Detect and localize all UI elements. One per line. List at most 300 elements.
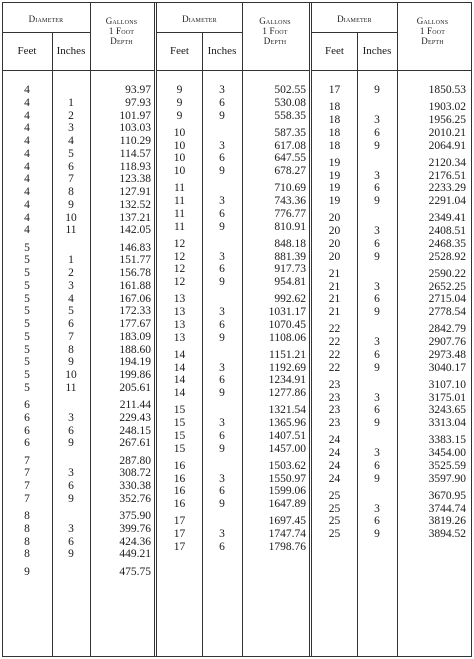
feet-cell: 24 bbox=[328, 472, 341, 485]
feet-cell: 6 bbox=[24, 437, 30, 450]
inches-cell: 6 bbox=[219, 318, 225, 331]
feet-cell: 8 bbox=[24, 510, 30, 522]
feet-cell: 15 bbox=[173, 404, 186, 417]
gallons-cell: 1747.74 bbox=[268, 528, 306, 540]
feet-cell: 4 bbox=[24, 135, 30, 147]
gallons-cell: 617.08 bbox=[274, 139, 306, 152]
inches-cell: 4 bbox=[68, 292, 74, 305]
gallons-cell: 776.77 bbox=[274, 207, 306, 220]
gallons-cell: 352.76 bbox=[119, 492, 151, 505]
inches-cell: 10 bbox=[65, 211, 77, 224]
inches-cell: 3 bbox=[219, 250, 225, 263]
feet-cell: 5 bbox=[24, 267, 30, 279]
gallons-cell: 3383.15 bbox=[428, 434, 466, 447]
table-block-2 bbox=[157, 2, 312, 657]
gallons-cell: 1151.21 bbox=[269, 348, 306, 361]
gallons-cell: 2349.41 bbox=[428, 212, 466, 225]
rule-line bbox=[157, 32, 242, 33]
inches-cell: 9 bbox=[219, 331, 225, 344]
inches-cell: 3 bbox=[374, 169, 380, 182]
inches-cell: 9 bbox=[219, 220, 225, 233]
gallons-cell: 1234.91 bbox=[268, 374, 306, 387]
feet-cell: 10 bbox=[173, 126, 186, 139]
feet-cell: 13 bbox=[173, 306, 186, 318]
feet-cell: 15 bbox=[173, 417, 186, 429]
inches-cell: 9 bbox=[68, 492, 74, 505]
inches-cell: 6 bbox=[374, 515, 380, 528]
inches-cell: 9 bbox=[219, 387, 225, 399]
feet-header: Feet bbox=[325, 45, 344, 57]
gallons-cell: 167.06 bbox=[119, 292, 151, 305]
feet-cell: 6 bbox=[24, 411, 30, 424]
inches-cell: 9 bbox=[68, 548, 74, 561]
feet-cell: 20 bbox=[328, 225, 341, 237]
feet-cell: 8 bbox=[24, 535, 30, 548]
inches-cell: 3 bbox=[374, 336, 380, 348]
gallons-cell: 2842.79 bbox=[428, 323, 466, 336]
gallons-cell: 114.57 bbox=[119, 147, 151, 160]
gallons-cell: 287.80 bbox=[119, 454, 151, 467]
inches-cell: 6 bbox=[374, 182, 380, 195]
gallons-cell: 2233.29 bbox=[428, 182, 466, 195]
gallons-cell: 475.75 bbox=[119, 565, 151, 578]
gallons-cell: 810.91 bbox=[274, 220, 306, 233]
gallons-cell: 1647.89 bbox=[268, 498, 306, 510]
table-block-3 bbox=[312, 2, 472, 657]
feet-cell: 9 bbox=[24, 565, 30, 578]
gallons-cell: 1277.86 bbox=[268, 387, 306, 399]
inches-cell: 1 bbox=[68, 96, 74, 109]
feet-cell: 8 bbox=[24, 522, 30, 535]
feet-cell: 13 bbox=[173, 331, 186, 344]
feet-cell: 4 bbox=[24, 186, 30, 198]
feet-cell: 5 bbox=[24, 343, 30, 356]
gallons-cell: 2120.34 bbox=[428, 156, 466, 169]
gallons-cell: 97.93 bbox=[125, 96, 151, 109]
feet-cell: 5 bbox=[24, 356, 30, 369]
gallons-cell: 3454.00 bbox=[428, 447, 466, 459]
feet-cell: 7 bbox=[24, 467, 30, 480]
gallons-cell: 1407.51 bbox=[268, 429, 306, 442]
feet-cell: 5 bbox=[24, 369, 30, 381]
inches-cell: 3 bbox=[219, 195, 225, 207]
diameter-header: Diameter bbox=[337, 14, 372, 24]
gallons-cell: 3744.74 bbox=[428, 502, 466, 515]
rule-line bbox=[312, 32, 397, 33]
feet-cell: 5 bbox=[24, 254, 30, 267]
gallons-header-line3: Depth bbox=[263, 36, 287, 46]
feet-cell: 23 bbox=[328, 404, 341, 417]
gallons-cell: 2064.91 bbox=[428, 139, 466, 152]
feet-cell: 22 bbox=[328, 361, 341, 374]
inches-cell: 6 bbox=[219, 96, 225, 109]
gallons-cell: 2408.51 bbox=[428, 225, 466, 237]
rule-line bbox=[2, 70, 154, 71]
feet-cell: 22 bbox=[328, 348, 341, 361]
feet-cell: 4 bbox=[24, 211, 30, 224]
gallons-cell: 2291.04 bbox=[428, 195, 466, 207]
feet-cell: 10 bbox=[173, 165, 186, 177]
feet-cell: 9 bbox=[176, 109, 183, 122]
feet-cell: 15 bbox=[173, 442, 186, 455]
feet-cell: 16 bbox=[173, 498, 186, 510]
feet-cell: 20 bbox=[328, 250, 341, 263]
inches-cell: 9 bbox=[374, 417, 380, 429]
inches-cell: 3 bbox=[374, 114, 380, 126]
feet-cell: 7 bbox=[24, 492, 30, 505]
gallons-cell: 917.73 bbox=[274, 263, 306, 276]
feet-cell: 4 bbox=[24, 160, 30, 173]
inches-cell: 7 bbox=[68, 330, 74, 343]
gallons-cell: 110.29 bbox=[119, 135, 151, 147]
feet-cell: 24 bbox=[328, 447, 341, 459]
gallons-cell: 2778.54 bbox=[428, 306, 466, 318]
gallons-cell: 3040.17 bbox=[428, 361, 466, 374]
gallons-cell: 1697.45 bbox=[268, 515, 306, 528]
inches-cell: 3 bbox=[374, 447, 380, 459]
feet-cell: 12 bbox=[173, 276, 186, 288]
rule-line bbox=[309, 2, 310, 657]
inches-cell: 3 bbox=[219, 528, 225, 540]
feet-cell: 17 bbox=[173, 515, 186, 528]
feet-cell: 14 bbox=[173, 387, 186, 399]
gallons-cell: 156.78 bbox=[119, 267, 151, 279]
feet-cell: 11 bbox=[173, 195, 186, 207]
feet-cell: 16 bbox=[173, 472, 186, 485]
inches-cell: 6 bbox=[374, 126, 380, 139]
gallons-cell: 1321.54 bbox=[268, 404, 306, 417]
feet-cell: 21 bbox=[328, 267, 341, 280]
inches-cell: 11 bbox=[65, 224, 77, 237]
gallons-cell: 1457.00 bbox=[268, 442, 306, 455]
inches-cell: 6 bbox=[219, 263, 225, 276]
inches-cell: 10 bbox=[65, 369, 77, 381]
gallons-cell: 848.18 bbox=[274, 237, 306, 250]
gallons-cell: 399.76 bbox=[119, 522, 151, 535]
feet-cell: 25 bbox=[328, 528, 341, 540]
inches-cell: 6 bbox=[219, 540, 225, 553]
inches-cell: 11 bbox=[65, 381, 77, 394]
feet-cell: 7 bbox=[24, 454, 30, 467]
inches-cell: 9 bbox=[68, 198, 74, 211]
gallons-cell: 132.52 bbox=[119, 198, 151, 211]
feet-cell: 4 bbox=[24, 109, 30, 122]
gallons-cell: 954.81 bbox=[274, 276, 306, 288]
gallons-cell: 172.33 bbox=[119, 305, 151, 318]
gallons-cell: 161.88 bbox=[119, 279, 151, 292]
inches-cell: 6 bbox=[374, 404, 380, 417]
inches-cell: 9 bbox=[374, 306, 380, 318]
feet-cell: 14 bbox=[173, 348, 186, 361]
gallons-header-line3: Depth bbox=[110, 36, 133, 46]
inches-cell: 3 bbox=[68, 122, 74, 135]
gallons-cell: 1031.17 bbox=[268, 306, 306, 318]
inches-cell: 1 bbox=[68, 254, 74, 267]
inches-cell: 3 bbox=[374, 225, 380, 237]
feet-cell: 19 bbox=[328, 169, 341, 182]
gallons-cell: 2176.51 bbox=[428, 169, 466, 182]
feet-cell: 18 bbox=[328, 114, 341, 126]
inches-cell: 3 bbox=[374, 391, 380, 404]
gallons-cell: 205.61 bbox=[119, 381, 151, 394]
inches-cell: 9 bbox=[219, 109, 225, 122]
inches-cell: 5 bbox=[68, 305, 74, 318]
gallons-cell: 3894.52 bbox=[428, 528, 466, 540]
feet-cell: 19 bbox=[328, 182, 341, 195]
gallons-header-line2: 1 Foot bbox=[262, 26, 288, 36]
inches-cell: 3 bbox=[219, 417, 225, 429]
inches-cell: 3 bbox=[68, 411, 74, 424]
feet-cell: 4 bbox=[24, 198, 30, 211]
inches-cell: 9 bbox=[374, 472, 380, 485]
inches-cell: 6 bbox=[219, 429, 225, 442]
gallons-cell: 1070.45 bbox=[268, 318, 306, 331]
feet-cell: 12 bbox=[173, 250, 186, 263]
inches-cell: 3 bbox=[68, 279, 74, 292]
feet-cell: 11 bbox=[173, 182, 186, 195]
gallons-cell: 530.08 bbox=[274, 96, 306, 109]
gallons-cell: 3243.65 bbox=[428, 404, 466, 417]
gallons-cell: 743.36 bbox=[274, 195, 306, 207]
inches-cell: 3 bbox=[68, 467, 74, 480]
inches-cell: 6 bbox=[68, 480, 74, 492]
inches-cell: 6 bbox=[68, 160, 74, 173]
feet-cell: 16 bbox=[173, 459, 186, 472]
gallons-header-line1: Gallons bbox=[416, 16, 449, 26]
feet-cell: 25 bbox=[328, 489, 341, 502]
inches-cell: 3 bbox=[68, 522, 74, 535]
gallons-cell: 1903.02 bbox=[428, 101, 466, 114]
inches-cell: 6 bbox=[374, 459, 380, 472]
rule-line bbox=[312, 70, 472, 71]
gallons-cell: 647.55 bbox=[274, 152, 306, 165]
inches-cell: 9 bbox=[219, 276, 225, 288]
inches-cell: 9 bbox=[374, 195, 380, 207]
feet-cell: 18 bbox=[328, 139, 341, 152]
feet-cell: 12 bbox=[173, 237, 186, 250]
inches-cell: 4 bbox=[68, 135, 74, 147]
gallons-cell: 1956.25 bbox=[428, 114, 466, 126]
feet-cell: 21 bbox=[328, 306, 341, 318]
inches-cell: 9 bbox=[374, 361, 380, 374]
feet-cell: 21 bbox=[328, 280, 341, 293]
feet-cell: 19 bbox=[328, 195, 341, 207]
gallons-cell: 123.38 bbox=[119, 173, 151, 186]
gallons-cell: 188.60 bbox=[119, 343, 151, 356]
feet-header: Feet bbox=[17, 45, 37, 57]
feet-cell: 24 bbox=[328, 459, 341, 472]
feet-cell: 25 bbox=[328, 502, 341, 515]
inches-cell: 5 bbox=[68, 147, 74, 160]
gallons-cell: 3525.59 bbox=[428, 459, 466, 472]
inches-cell: 9 bbox=[68, 437, 74, 450]
feet-cell: 9 bbox=[176, 84, 183, 96]
gallons-cell: 2652.25 bbox=[428, 280, 466, 293]
gallons-cell: 2715.04 bbox=[428, 293, 466, 306]
gallons-cell: 93.97 bbox=[125, 84, 151, 96]
gallons-cell: 330.38 bbox=[119, 480, 151, 492]
inches-cell: 3 bbox=[219, 306, 225, 318]
diameter-header: Diameter bbox=[182, 14, 217, 24]
feet-cell: 22 bbox=[328, 323, 341, 336]
feet-cell: 12 bbox=[173, 263, 186, 276]
feet-cell: 5 bbox=[24, 381, 30, 394]
gallons-cell: 1365.96 bbox=[268, 417, 306, 429]
gallons-cell: 308.72 bbox=[119, 467, 151, 480]
inches-cell: 6 bbox=[219, 485, 225, 498]
feet-cell: 20 bbox=[328, 212, 341, 225]
gallons-cell: 1503.62 bbox=[268, 459, 306, 472]
gallons-cell: 881.39 bbox=[274, 250, 306, 263]
gallons-header-line1: Gallons bbox=[259, 16, 291, 26]
gallons-cell: 194.19 bbox=[119, 356, 151, 369]
gallons-table-page bbox=[2, 2, 472, 657]
rule-line bbox=[157, 70, 309, 71]
gallons-header-line1: Gallons bbox=[105, 16, 138, 26]
feet-cell: 13 bbox=[173, 293, 186, 306]
inches-cell: 6 bbox=[219, 152, 225, 165]
feet-cell: 25 bbox=[328, 515, 341, 528]
inches-cell: 3 bbox=[219, 139, 225, 152]
rule-line bbox=[154, 2, 155, 657]
gallons-cell: 199.86 bbox=[119, 369, 151, 381]
inches-cell: 6 bbox=[219, 207, 225, 220]
gallons-cell: 992.62 bbox=[274, 293, 306, 306]
feet-cell: 13 bbox=[173, 318, 186, 331]
gallons-cell: 502.55 bbox=[274, 84, 306, 96]
gallons-cell: 1850.53 bbox=[428, 84, 466, 96]
inches-cell: 3 bbox=[374, 280, 380, 293]
inches-cell: 8 bbox=[68, 186, 74, 198]
gallons-cell: 2010.21 bbox=[428, 126, 466, 139]
inches-cell: 3 bbox=[219, 472, 225, 485]
gallons-cell: 1798.76 bbox=[268, 540, 306, 553]
feet-cell: 8 bbox=[24, 548, 30, 561]
feet-cell: 4 bbox=[24, 84, 30, 96]
feet-cell: 24 bbox=[328, 434, 341, 447]
inches-cell: 3 bbox=[219, 361, 225, 374]
inches-cell: 9 bbox=[68, 356, 74, 369]
gallons-header-line2: 1 Foot bbox=[419, 26, 446, 36]
feet-cell: 23 bbox=[328, 417, 341, 429]
feet-cell: 5 bbox=[24, 241, 30, 254]
feet-cell: 23 bbox=[328, 391, 341, 404]
gallons-cell: 1192.69 bbox=[269, 361, 306, 374]
inches-cell: 3 bbox=[219, 84, 225, 96]
gallons-cell: 146.83 bbox=[119, 241, 151, 254]
gallons-cell: 267.61 bbox=[119, 437, 151, 450]
feet-cell: 9 bbox=[176, 96, 183, 109]
inches-header: Inches bbox=[207, 45, 237, 57]
feet-cell: 10 bbox=[173, 139, 186, 152]
inches-cell: 9 bbox=[219, 165, 225, 177]
gallons-cell: 2973.48 bbox=[428, 348, 466, 361]
table-block-1 bbox=[2, 2, 157, 657]
gallons-cell: 3107.10 bbox=[428, 378, 466, 391]
gallons-cell: 229.43 bbox=[119, 411, 151, 424]
inches-cell: 9 bbox=[219, 442, 225, 455]
feet-cell: 6 bbox=[24, 424, 30, 437]
gallons-cell: 3597.90 bbox=[428, 472, 466, 485]
gallons-cell: 587.35 bbox=[274, 126, 306, 139]
inches-cell: 6 bbox=[374, 293, 380, 306]
gallons-cell: 1599.06 bbox=[268, 485, 306, 498]
inches-cell: 9 bbox=[374, 84, 380, 96]
gallons-cell: 678.27 bbox=[274, 165, 306, 177]
inches-cell: 6 bbox=[219, 374, 225, 387]
inches-cell: 6 bbox=[68, 535, 74, 548]
gallons-cell: 3313.04 bbox=[428, 417, 466, 429]
feet-cell: 11 bbox=[173, 220, 186, 233]
feet-cell: 5 bbox=[24, 330, 30, 343]
feet-cell: 5 bbox=[24, 279, 30, 292]
gallons-cell: 424.36 bbox=[119, 535, 151, 548]
gallons-cell: 449.21 bbox=[119, 548, 151, 561]
gallons-cell: 1108.06 bbox=[269, 331, 306, 344]
feet-cell: 4 bbox=[24, 147, 30, 160]
gallons-cell: 151.77 bbox=[119, 254, 151, 267]
gallons-cell: 2590.22 bbox=[428, 267, 466, 280]
feet-cell: 21 bbox=[328, 293, 341, 306]
feet-cell: 17 bbox=[173, 540, 186, 553]
gallons-cell: 558.35 bbox=[274, 109, 306, 122]
gallons-cell: 3670.95 bbox=[428, 489, 466, 502]
inches-cell: 9 bbox=[374, 250, 380, 263]
inches-cell: 9 bbox=[219, 498, 225, 510]
feet-cell: 5 bbox=[24, 318, 30, 330]
feet-cell: 10 bbox=[173, 152, 186, 165]
inches-cell: 3 bbox=[374, 502, 380, 515]
gallons-cell: 211.44 bbox=[119, 399, 151, 411]
gallons-cell: 103.03 bbox=[119, 122, 151, 135]
gallons-cell: 710.69 bbox=[274, 182, 306, 195]
rule-line bbox=[2, 32, 90, 33]
feet-cell: 5 bbox=[24, 292, 30, 305]
feet-cell: 4 bbox=[24, 122, 30, 135]
feet-cell: 4 bbox=[24, 173, 30, 186]
gallons-cell: 142.05 bbox=[119, 224, 151, 237]
feet-cell: 22 bbox=[328, 336, 341, 348]
gallons-cell: 127.91 bbox=[119, 186, 151, 198]
inches-cell: 6 bbox=[374, 348, 380, 361]
gallons-cell: 183.09 bbox=[119, 330, 151, 343]
gallons-cell: 2907.76 bbox=[428, 336, 466, 348]
inches-cell: 6 bbox=[68, 424, 74, 437]
feet-cell: 23 bbox=[328, 378, 341, 391]
feet-cell: 18 bbox=[328, 101, 341, 114]
feet-cell: 5 bbox=[24, 305, 30, 318]
gallons-cell: 2528.92 bbox=[428, 250, 466, 263]
gallons-cell: 177.67 bbox=[119, 318, 151, 330]
inches-cell: 2 bbox=[68, 109, 74, 122]
feet-cell: 4 bbox=[24, 224, 30, 237]
feet-cell: 19 bbox=[328, 156, 341, 169]
gallons-cell: 3175.01 bbox=[428, 391, 466, 404]
diameter-header: Diameter bbox=[28, 14, 64, 24]
gallons-cell: 118.93 bbox=[119, 160, 151, 173]
gallons-cell: 137.21 bbox=[119, 211, 151, 224]
feet-cell: 6 bbox=[24, 399, 30, 411]
inches-header: Inches bbox=[362, 45, 392, 57]
feet-cell: 17 bbox=[173, 528, 186, 540]
gallons-cell: 101.97 bbox=[119, 109, 151, 122]
gallons-cell: 3819.26 bbox=[428, 515, 466, 528]
inches-cell: 8 bbox=[68, 343, 74, 356]
feet-cell: 20 bbox=[328, 237, 341, 250]
gallons-cell: 375.90 bbox=[119, 510, 151, 522]
inches-cell: 7 bbox=[68, 173, 74, 186]
inches-cell: 6 bbox=[374, 237, 380, 250]
